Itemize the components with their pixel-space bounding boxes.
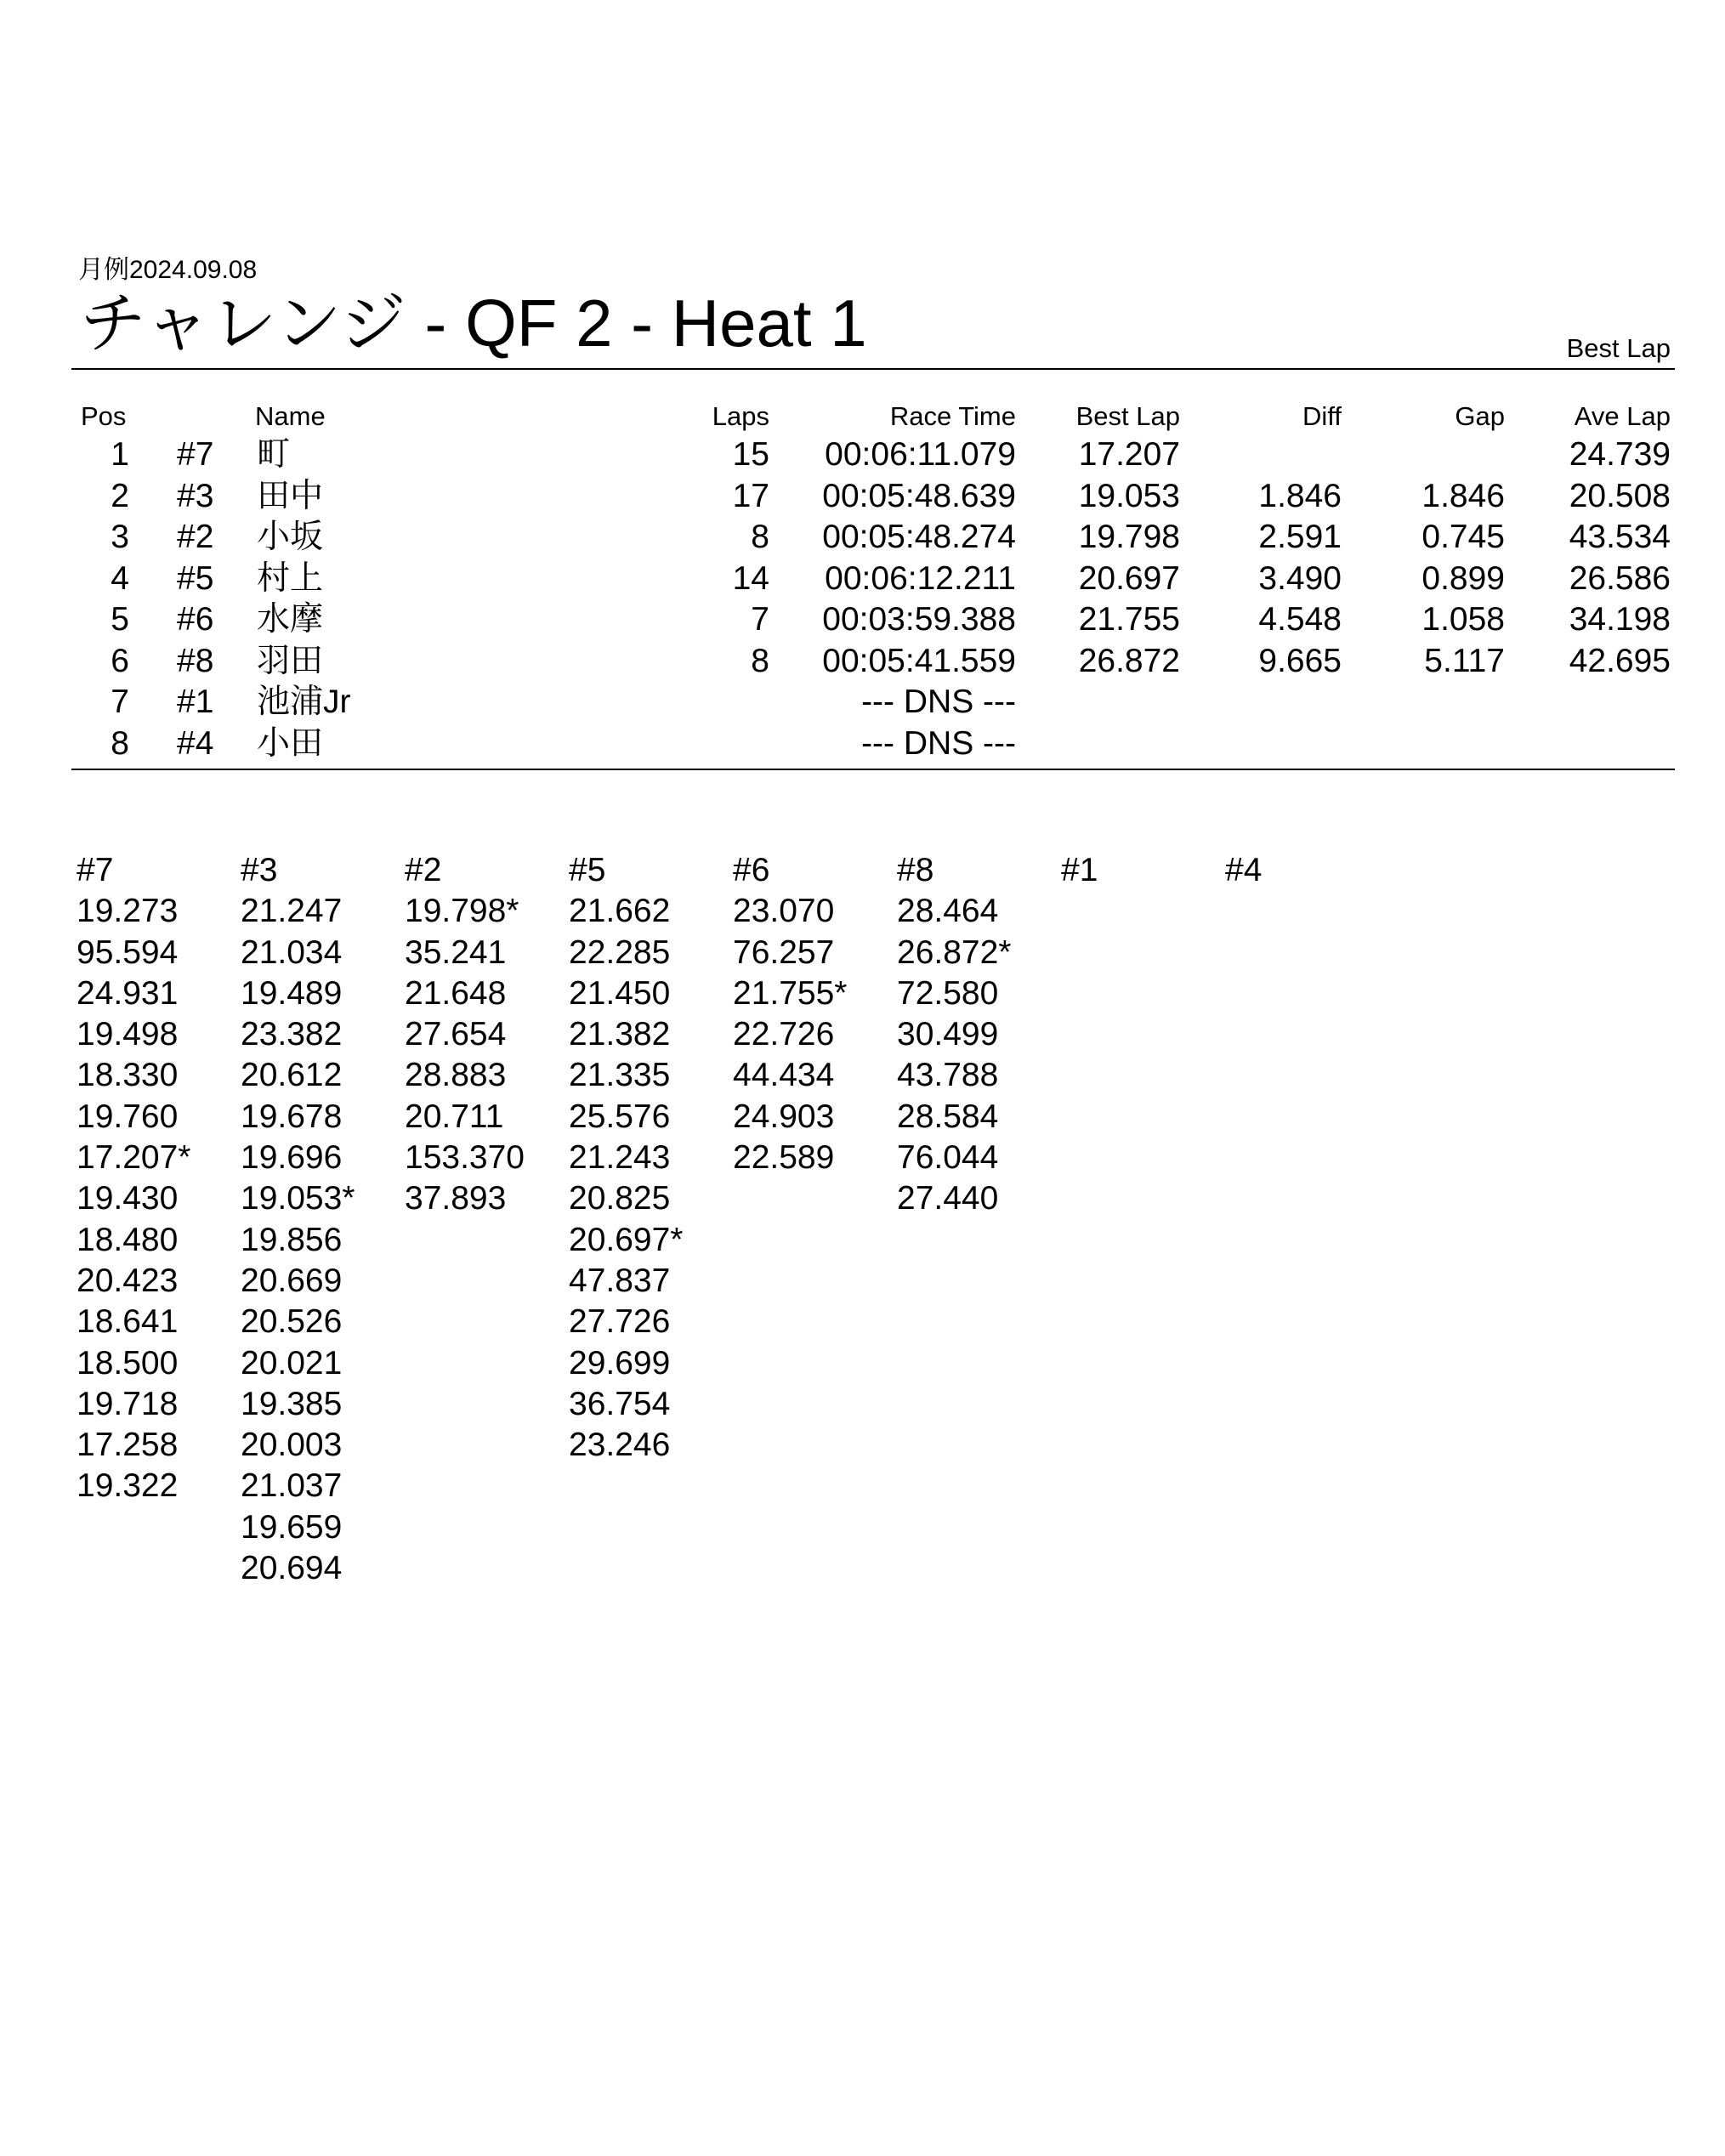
cell-diff: 2.591 xyxy=(1258,519,1342,555)
cell-best-lap: 19.053 xyxy=(1078,477,1180,514)
lap-time-cell: 19.678 xyxy=(241,1098,343,1135)
cell-gap: 5.117 xyxy=(1424,642,1505,679)
lap-time-cell: 95.594 xyxy=(77,933,179,971)
cell-kart: #5 xyxy=(177,559,214,597)
lap-time-cell: 20.612 xyxy=(241,1057,343,1094)
lap-time-cell: 19.659 xyxy=(241,1508,343,1546)
lap-time-cell: 76.257 xyxy=(733,933,835,971)
lap-time-cell: 21.247 xyxy=(241,893,343,930)
cell-race-time: 00:03:59.388 xyxy=(822,601,1016,638)
lap-time-cell: 26.872* xyxy=(897,933,1012,971)
lap-time-cell: 17.207* xyxy=(77,1139,191,1177)
lap-time-cell: 28.883 xyxy=(405,1057,507,1094)
lap-time-cell: 19.718 xyxy=(77,1385,179,1422)
lap-column xyxy=(569,850,730,1466)
cell-gap: 1.846 xyxy=(1421,477,1505,514)
cell-kart: #2 xyxy=(177,519,214,555)
col-header-ave-lap: Ave Lap xyxy=(1574,401,1671,431)
lap-time-cell: 19.696 xyxy=(241,1139,343,1177)
lap-column xyxy=(897,850,1058,1220)
cell-best-lap: 17.207 xyxy=(1078,436,1180,473)
cell-ave-lap: 34.198 xyxy=(1569,601,1671,638)
cell-status-dns: --- DNS --- xyxy=(861,724,1016,762)
lap-time-cell: 20.526 xyxy=(241,1303,343,1341)
cell-laps: 15 xyxy=(732,436,769,473)
lap-time-cell: 19.385 xyxy=(241,1385,343,1422)
table-row xyxy=(0,723,1725,764)
cell-race-time: 00:05:48.639 xyxy=(822,477,1016,514)
lap-column-header: #3 xyxy=(241,852,278,888)
cell-ave-lap: 26.586 xyxy=(1569,559,1671,597)
cell-name: 小田 xyxy=(257,724,324,762)
cell-laps: 14 xyxy=(732,559,769,597)
lap-time-cell: 20.711 xyxy=(405,1098,504,1135)
lap-time-cell: 21.382 xyxy=(569,1016,671,1053)
lap-time-cell: 27.726 xyxy=(569,1303,671,1341)
lap-time-cell: 18.330 xyxy=(77,1057,179,1094)
cell-kart: #1 xyxy=(177,684,214,720)
lap-column-header: #1 xyxy=(1061,852,1098,888)
lap-time-cell: 19.798* xyxy=(405,893,519,930)
table-row xyxy=(0,517,1725,558)
lap-time-cell: 37.893 xyxy=(405,1180,507,1217)
table-row xyxy=(0,476,1725,517)
cell-name: 池浦Jr xyxy=(257,684,351,720)
cell-diff: 9.665 xyxy=(1258,642,1342,679)
lap-time-cell: 29.699 xyxy=(569,1344,671,1382)
lap-time-cell: 20.825 xyxy=(569,1180,671,1217)
lap-time-cell: 19.430 xyxy=(77,1180,179,1217)
lap-column-header: #2 xyxy=(405,852,442,888)
event-date: 月例2024.09.08 xyxy=(78,256,258,284)
lap-column xyxy=(1225,850,1387,891)
lap-time-cell: 22.726 xyxy=(733,1016,835,1053)
lap-time-cell: 22.589 xyxy=(733,1139,835,1177)
col-header-pos: Pos xyxy=(81,401,127,431)
lap-time-cell: 28.464 xyxy=(897,893,999,930)
cell-name: 田中 xyxy=(257,477,324,514)
lap-column xyxy=(405,850,566,1220)
cell-gap: 1.058 xyxy=(1421,601,1505,638)
lap-time-cell: 30.499 xyxy=(897,1016,999,1053)
lap-time-cell: 18.480 xyxy=(77,1221,179,1258)
cell-ave-lap: 43.534 xyxy=(1569,519,1671,555)
lap-time-cell: 27.440 xyxy=(897,1180,999,1217)
lap-time-cell: 20.697* xyxy=(569,1221,684,1258)
header-divider xyxy=(71,368,1675,370)
cell-laps: 8 xyxy=(751,519,769,555)
table-row xyxy=(0,599,1725,640)
cell-name: 町 xyxy=(257,436,291,473)
cell-kart: #7 xyxy=(177,436,214,473)
cell-name: 村上 xyxy=(257,559,324,597)
cell-ave-lap: 20.508 xyxy=(1569,477,1671,514)
lap-time-cell: 19.322 xyxy=(77,1467,179,1505)
lap-column xyxy=(1061,850,1223,891)
cell-best-lap: 20.697 xyxy=(1078,559,1180,597)
table-row xyxy=(0,434,1725,475)
cell-diff: 4.548 xyxy=(1258,601,1342,638)
lap-time-cell: 47.837 xyxy=(569,1262,671,1299)
lap-time-cell: 21.648 xyxy=(405,974,507,1012)
lap-time-cell: 19.760 xyxy=(77,1098,179,1135)
lap-time-cell: 18.641 xyxy=(77,1303,179,1341)
lap-column-header: #5 xyxy=(569,852,606,888)
cell-status-dns: --- DNS --- xyxy=(861,684,1016,720)
lap-time-cell: 23.382 xyxy=(241,1016,343,1053)
table-row xyxy=(0,559,1725,599)
col-header-name: Name xyxy=(255,401,326,431)
lap-time-cell: 21.335 xyxy=(569,1057,671,1094)
cell-pos: 7 xyxy=(111,684,129,720)
results-divider xyxy=(71,769,1675,770)
table-row xyxy=(0,641,1725,682)
cell-diff: 3.490 xyxy=(1258,559,1342,597)
cell-kart: #4 xyxy=(177,724,214,762)
col-header-gap: Gap xyxy=(1455,401,1505,431)
lap-time-cell: 19.053* xyxy=(241,1180,355,1217)
lap-time-cell: 36.754 xyxy=(569,1385,671,1422)
lap-time-cell: 19.498 xyxy=(77,1016,179,1053)
lap-time-cell: 21.662 xyxy=(569,893,671,930)
lap-time-cell: 20.003 xyxy=(241,1427,343,1464)
cell-gap: 0.899 xyxy=(1421,559,1505,597)
lap-time-cell: 35.241 xyxy=(405,933,507,971)
cell-laps: 17 xyxy=(732,477,769,514)
lap-time-cell: 20.694 xyxy=(241,1550,343,1587)
cell-pos: 1 xyxy=(111,436,129,473)
lap-column xyxy=(241,850,402,1589)
lap-column-header: #4 xyxy=(1225,852,1263,888)
lap-time-cell: 25.576 xyxy=(569,1098,671,1135)
cell-kart: #8 xyxy=(177,642,214,679)
lap-time-cell: 18.500 xyxy=(77,1344,179,1382)
cell-pos: 8 xyxy=(111,724,129,762)
col-header-diff: Diff xyxy=(1302,401,1342,431)
cell-laps: 7 xyxy=(751,601,769,638)
lap-time-cell: 23.070 xyxy=(733,893,835,930)
lap-time-cell: 17.258 xyxy=(77,1427,179,1464)
lap-time-cell: 24.903 xyxy=(733,1098,835,1135)
cell-diff: 1.846 xyxy=(1258,477,1342,514)
cell-race-time: 00:06:12.211 xyxy=(825,559,1016,597)
cell-pos: 2 xyxy=(111,477,129,514)
col-header-laps: Laps xyxy=(712,401,769,431)
cell-name: 小坂 xyxy=(257,519,324,555)
lap-time-cell: 20.669 xyxy=(241,1262,343,1299)
lap-time-cell: 20.021 xyxy=(241,1344,343,1382)
report-type-label: Best Lap xyxy=(1566,333,1671,363)
cell-best-lap: 26.872 xyxy=(1078,642,1180,679)
cell-name: 水摩 xyxy=(257,601,324,638)
cell-race-time: 00:05:48.274 xyxy=(822,519,1016,555)
cell-pos: 4 xyxy=(111,559,129,597)
cell-ave-lap: 42.695 xyxy=(1569,642,1671,679)
lap-time-cell: 21.450 xyxy=(569,974,671,1012)
lap-time-cell: 19.273 xyxy=(77,893,179,930)
lap-time-cell: 21.755* xyxy=(733,974,848,1012)
cell-laps: 8 xyxy=(751,642,769,679)
lap-time-cell: 43.788 xyxy=(897,1057,999,1094)
cell-kart: #6 xyxy=(177,601,214,638)
lap-time-cell: 21.037 xyxy=(241,1467,343,1505)
lap-time-cell: 28.584 xyxy=(897,1098,999,1135)
lap-time-cell: 21.034 xyxy=(241,933,343,971)
lap-column-header: #6 xyxy=(733,852,770,888)
cell-name: 羽田 xyxy=(257,642,324,679)
lap-time-cell: 27.654 xyxy=(405,1016,507,1053)
page-title: チャレンジ - QF 2 - Heat 1 xyxy=(80,286,867,360)
cell-gap: 0.745 xyxy=(1421,519,1505,555)
lap-time-cell: 23.246 xyxy=(569,1427,671,1464)
cell-ave-lap: 24.739 xyxy=(1569,436,1671,473)
lap-time-cell: 153.370 xyxy=(405,1139,525,1177)
lap-column xyxy=(77,850,238,1507)
lap-column-header: #7 xyxy=(77,852,114,888)
lap-time-cell: 19.856 xyxy=(241,1221,343,1258)
lap-time-cell: 21.243 xyxy=(569,1139,671,1177)
lap-time-cell: 22.285 xyxy=(569,933,671,971)
cell-pos: 3 xyxy=(111,519,129,555)
lap-time-cell: 24.931 xyxy=(77,974,179,1012)
lap-time-cell: 20.423 xyxy=(77,1262,179,1299)
cell-kart: #3 xyxy=(177,477,214,514)
cell-race-time: 00:05:41.559 xyxy=(822,642,1016,679)
lap-column xyxy=(733,850,894,1178)
cell-pos: 5 xyxy=(111,601,129,638)
lap-time-cell: 72.580 xyxy=(897,974,999,1012)
lap-column-header: #8 xyxy=(897,852,934,888)
col-header-best-lap: Best Lap xyxy=(1075,401,1180,431)
cell-pos: 6 xyxy=(111,642,129,679)
lap-time-cell: 19.489 xyxy=(241,974,343,1012)
lap-time-cell: 44.434 xyxy=(733,1057,835,1094)
cell-race-time: 00:06:11.079 xyxy=(825,436,1016,473)
table-row xyxy=(0,682,1725,723)
col-header-race-time: Race Time xyxy=(889,401,1016,431)
lap-time-cell: 76.044 xyxy=(897,1139,999,1177)
cell-best-lap: 19.798 xyxy=(1078,519,1180,555)
cell-best-lap: 21.755 xyxy=(1078,601,1180,638)
